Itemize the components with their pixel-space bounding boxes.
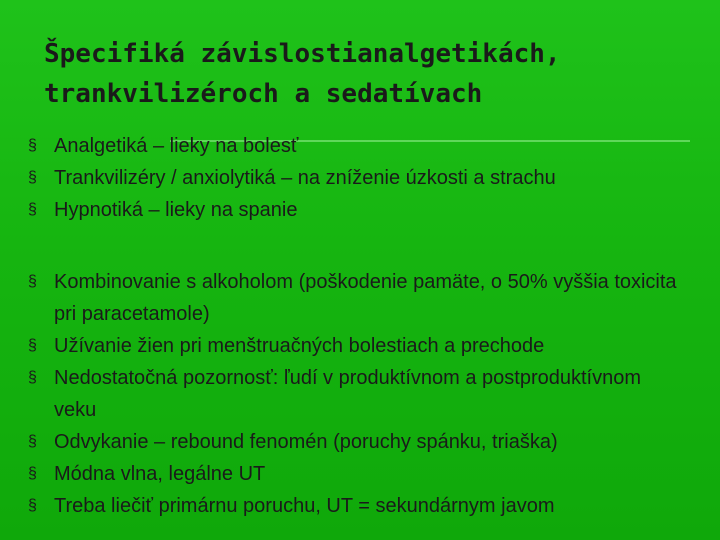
bullet-icon: §	[28, 169, 37, 186]
slide-title	[44, 34, 684, 114]
list-item	[28, 362, 688, 426]
list-item-text: Odvykanie – rebound fenomén (poruchy spánku, triaška)	[54, 431, 558, 453]
list-item	[28, 130, 688, 162]
list-item	[28, 458, 688, 490]
list-item	[28, 266, 688, 330]
list-item-text: Treba liečiť primárnu poruchu, UT = sekundárnym javom	[54, 495, 555, 517]
bullet-icon: §	[28, 497, 37, 514]
bullet-icon: §	[28, 337, 37, 354]
list-item-text: Hypnotiká – lieky na spanie	[54, 199, 298, 221]
list-item-text: Nedostatočná pozornosť: ľudí v produktívnom a postproduktívnom veku	[54, 367, 641, 421]
list-item-text: Analgetiká – lieky na bolesť	[54, 135, 299, 157]
bullet-icon: §	[28, 433, 37, 450]
bullet-icon: §	[28, 137, 37, 154]
list-item-text: Módna vlna, legálne UT	[54, 463, 266, 485]
list-item	[28, 330, 688, 362]
bullet-icon: §	[28, 465, 37, 482]
bullet-icon: §	[28, 273, 37, 290]
bullet-list-specifics	[28, 266, 688, 522]
list-item	[28, 426, 688, 458]
list-item	[28, 490, 688, 522]
list-item	[28, 194, 688, 226]
list-item	[28, 162, 688, 194]
list-item-text: Trankvilizéry / anxiolytiká – na zníženie úzkosti a strachu	[54, 167, 556, 189]
bullet-icon: §	[28, 201, 37, 218]
slide-title-line-1: Špecifiká závislostianalgetikách,	[44, 39, 561, 69]
list-item-text: Kombinovanie s alkoholom (poškodenie pamäte, o 50% vyššia toxicita pri paracetamole)	[54, 271, 677, 325]
bullet-list-drug-types	[28, 130, 688, 226]
slide-title-line-2: trankvilizéroch a sedatívach	[44, 79, 483, 109]
list-item-text: Užívanie žien pri menštruačných bolestiach a prechode	[54, 335, 545, 357]
bullet-icon: §	[28, 369, 37, 386]
